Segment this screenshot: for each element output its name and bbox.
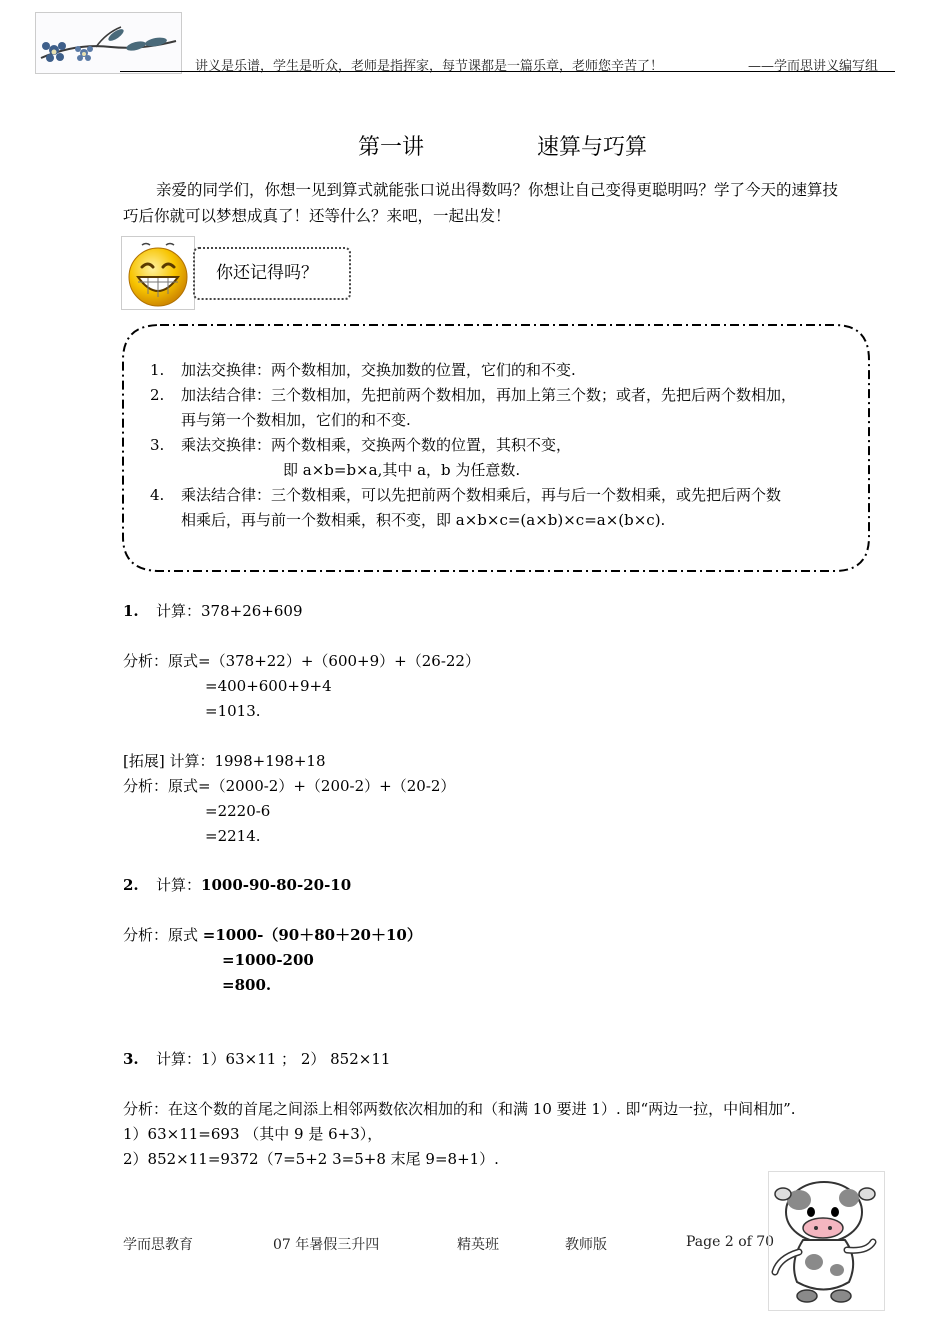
- problem-number: 3.: [123, 1050, 139, 1068]
- analysis-line: =1000-200: [222, 951, 314, 969]
- law-text: 相乘后，再与前一个数相乘，积不变，即 a×b×c=(a×b)×c=a×(b×c).: [181, 511, 666, 529]
- law-text: 加法结合律：三个数相加，先把前两个数相加，再加上第三个数；或者，先把后两个数相加，: [181, 386, 797, 404]
- law-number: 4.: [150, 486, 165, 504]
- header-motto: 讲义是乐谱，学生是听众，老师是指挥家，每节课都是一篇乐章，老师您辛苦了！: [195, 59, 664, 74]
- intro-line: 巧后你就可以梦想成真了！还等什么？来吧，一起出发！: [123, 207, 511, 225]
- analysis-expression: =1000-（90＋80＋20＋10）: [202, 926, 422, 944]
- extension-question: [拓展] 计算：1998+198+18: [123, 752, 326, 770]
- analysis-line: 2）852×11=9372（7=5+2 3=5+8 末尾 9=8+1）.: [123, 1150, 499, 1168]
- footer-term: 07 年暑假三升四: [273, 1237, 380, 1253]
- recall-title: 你还记得吗？: [216, 263, 318, 283]
- grinning-face-icon: [121, 236, 195, 310]
- problem-question: 计算：378+26+609: [156, 602, 303, 620]
- footer-page: Page 2 of 70: [686, 1234, 775, 1250]
- flower-branch-icon: [35, 12, 182, 74]
- header-group: ——学而思讲义编写组: [748, 59, 879, 74]
- problem-number: 1.: [123, 602, 139, 620]
- analysis-line: =400+600+9+4: [205, 677, 332, 695]
- analysis-line: =2214.: [205, 827, 261, 845]
- problem-question: 计算：1）63×11 ； 2） 852×11: [156, 1050, 391, 1068]
- analysis-line: =1013.: [205, 702, 261, 720]
- footer-edition: 教师版: [565, 1237, 607, 1253]
- lecture-topic: 速算与巧算: [537, 135, 648, 160]
- problem-number: 2.: [123, 876, 139, 894]
- analysis-line: [123, 923, 422, 948]
- question-expression: 1000-90-80-20-10: [201, 876, 352, 894]
- intro-paragraph: [123, 177, 898, 229]
- footer-class: 精英班: [457, 1237, 499, 1253]
- analysis-line: =800.: [222, 976, 272, 994]
- analysis-line: 分析：原式=（2000-2）+（200-2）+（20-2）: [123, 777, 456, 795]
- analysis-label: 分析：原式: [123, 926, 203, 944]
- law-number: 1.: [150, 361, 165, 379]
- lecture-number: 第一讲: [358, 135, 425, 160]
- question-label: 计算：: [156, 876, 202, 894]
- analysis-line: 1）63×11=693 （其中 9 是 6+3），: [123, 1125, 383, 1143]
- law-text: 乘法交换律：两个数相乘，交换两个数的位置，其积不变，: [181, 436, 572, 454]
- intro-line: 亲爱的同学们，你想一见到算式就能张口说出得数吗？你想让自己变得更聪明吗？学了今天的速算技: [156, 181, 839, 199]
- analysis-line: 分析：原式=（378+22）+（600+9）+（26-22）: [123, 652, 480, 670]
- law-text: 加法交换律：两个数相加，交换加数的位置，它们的和不变.: [181, 361, 576, 379]
- problem-question: [156, 873, 351, 898]
- footer-org: 学而思教育: [123, 1237, 193, 1253]
- law-text: 即 a×b=b×a,其中 a，b 为任意数.: [283, 461, 521, 479]
- law-number: 3.: [150, 436, 165, 454]
- law-text: 再与第一个数相加，它们的和不变.: [181, 411, 411, 429]
- analysis-line: 分析：在这个数的首尾之间添上相邻两数依次相加的和（和满 10 要进 1）. 即“两边一拉，中间相加”.: [123, 1100, 796, 1118]
- law-number: 2.: [150, 386, 165, 404]
- cartoon-cow-icon: [768, 1171, 885, 1311]
- analysis-line: =2220-6: [205, 802, 271, 820]
- law-text: 乘法结合律：三个数相乘，可以先把前两个数相乘后，再与后一个数相乘，或先把后两个数: [181, 486, 782, 504]
